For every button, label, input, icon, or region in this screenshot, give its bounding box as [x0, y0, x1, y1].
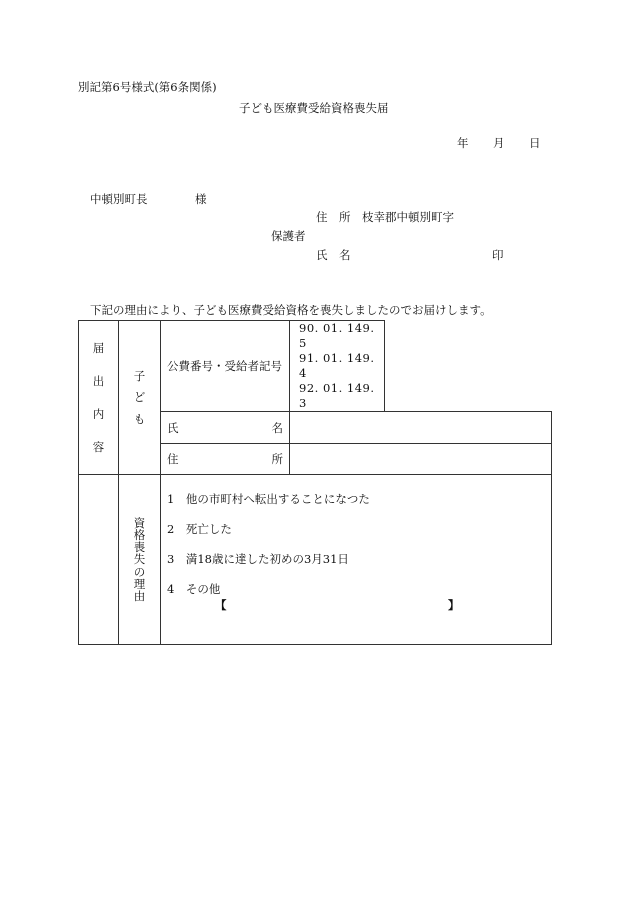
form-table: [78, 320, 552, 645]
reason-label-cell: [119, 475, 161, 645]
seal-mark: 印: [492, 248, 504, 262]
outer-label-continuation: [79, 475, 119, 645]
reason-option-other[interactable]: 4 その他: [167, 582, 221, 596]
public-id-value: 91. 01. 149. 4: [299, 351, 375, 380]
blank-cell: [385, 321, 552, 412]
reason-options-cell: [161, 475, 552, 645]
child-name-label-cell: [161, 412, 290, 444]
reason-label-char: 資: [133, 516, 146, 531]
child-name-label-char: 名: [271, 420, 283, 435]
reason-option-age-limit[interactable]: 3 満18歳に達した初めの3月31日: [167, 552, 349, 566]
child-label-cell: [119, 321, 161, 475]
other-bracket-open: 【: [215, 598, 227, 612]
reason-option-death[interactable]: 2 死亡した: [167, 522, 232, 536]
public-id-label: 公費番号・受給者記号: [167, 359, 282, 373]
child-address-field[interactable]: [290, 444, 552, 475]
applicant-name-label: 氏 名: [316, 248, 351, 262]
reason-label-char: 格: [133, 528, 146, 543]
outer-label-char: 内: [92, 407, 105, 421]
reason-label-char: 失: [133, 552, 146, 567]
child-name-label-char: 氏: [167, 420, 179, 435]
child-address-label-cell: [161, 444, 290, 475]
child-label-char: も: [133, 411, 146, 426]
public-id-values-cell: [290, 321, 385, 412]
other-bracket-close: 】: [448, 598, 460, 612]
child-address-label-char: 所: [271, 452, 283, 466]
child-label-char: ど: [133, 390, 146, 405]
applicant-address-label: 住 所: [316, 210, 351, 224]
child-name-field[interactable]: [290, 412, 552, 444]
reason-option-transfer[interactable]: 1 他の市町村へ転出することになつた: [167, 492, 370, 506]
document-title: 子ども医療費受給資格喪失届: [239, 101, 389, 115]
child-address-label-char: 住: [167, 452, 179, 466]
public-id-value: 90. 01. 149. 5: [299, 321, 375, 350]
form-number: 別記第6号様式(第6条関係): [78, 80, 217, 94]
addressee-office: 中頓別町長: [90, 192, 148, 206]
reason-label-char: 理: [133, 576, 146, 591]
public-id-label-cell: [161, 321, 290, 412]
child-label-char: 子: [133, 369, 146, 384]
date-year: 年: [457, 136, 469, 150]
reason-label-char: 喪: [133, 540, 146, 555]
outer-label-cell: [79, 321, 119, 475]
outer-label-char: 届: [92, 340, 105, 355]
reason-label-char: の: [133, 564, 146, 579]
public-id-value: 92. 01. 149. 3: [299, 381, 375, 410]
intro-text: 下記の理由により、子ども医療費受給資格を喪失しましたのでお届けします。: [90, 303, 492, 317]
date-day: 日: [529, 136, 541, 150]
applicant-address-value: 枝幸郡中頓別町字: [362, 210, 454, 224]
outer-label-char: 出: [92, 373, 105, 388]
outer-label-char: 容: [92, 440, 105, 455]
other-reason-field[interactable]: [233, 593, 443, 611]
reason-label-char: 由: [133, 588, 146, 603]
guardian-label: 保護者: [271, 229, 306, 243]
addressee-honorific: 様: [195, 192, 207, 206]
date-month: 月: [493, 136, 505, 150]
